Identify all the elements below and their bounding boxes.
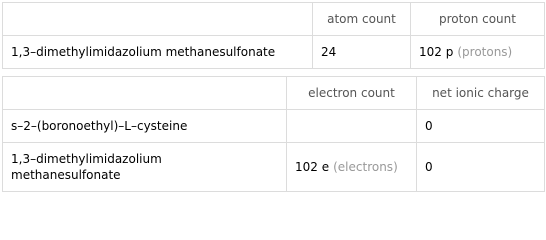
net-ionic-charge-cell: 0 [417, 143, 545, 192]
proton-count-unit: (protons) [457, 45, 513, 59]
row-label: 1,3–dimethylimidazolium methanesulfonate [3, 36, 313, 69]
table-header-row [3, 77, 545, 110]
header-electron-count: electron count [287, 77, 417, 110]
net-ionic-charge-cell: 0 [417, 110, 545, 143]
table-header-row [3, 3, 545, 36]
row-label [3, 143, 287, 192]
electron-count-cell [287, 110, 417, 143]
atom-proton-table [2, 2, 545, 69]
header-proton-count: proton count [411, 3, 545, 36]
header-empty-cell [3, 3, 313, 36]
table-row [3, 36, 545, 69]
electron-count-value: 102 e [295, 160, 330, 174]
header-net-ionic-charge: net ionic charge [417, 77, 545, 110]
header-empty-cell [3, 77, 287, 110]
electron-count-cell [287, 143, 417, 192]
table-row [3, 143, 545, 192]
table-row [3, 110, 545, 143]
electron-count-unit: (electrons) [333, 160, 398, 174]
atom-count-cell: 24 [313, 36, 411, 69]
row-label: s–2–(boronoethyl)–L–cysteine [3, 110, 287, 143]
electron-charge-table [2, 76, 545, 192]
row-label-line-1: 1,3–dimethylimidazolium [11, 152, 162, 166]
row-label-line-2: methanesulfonate [11, 168, 121, 182]
proton-count-value: 102 p [419, 45, 454, 59]
header-atom-count: atom count [313, 3, 411, 36]
proton-count-cell [411, 36, 545, 69]
